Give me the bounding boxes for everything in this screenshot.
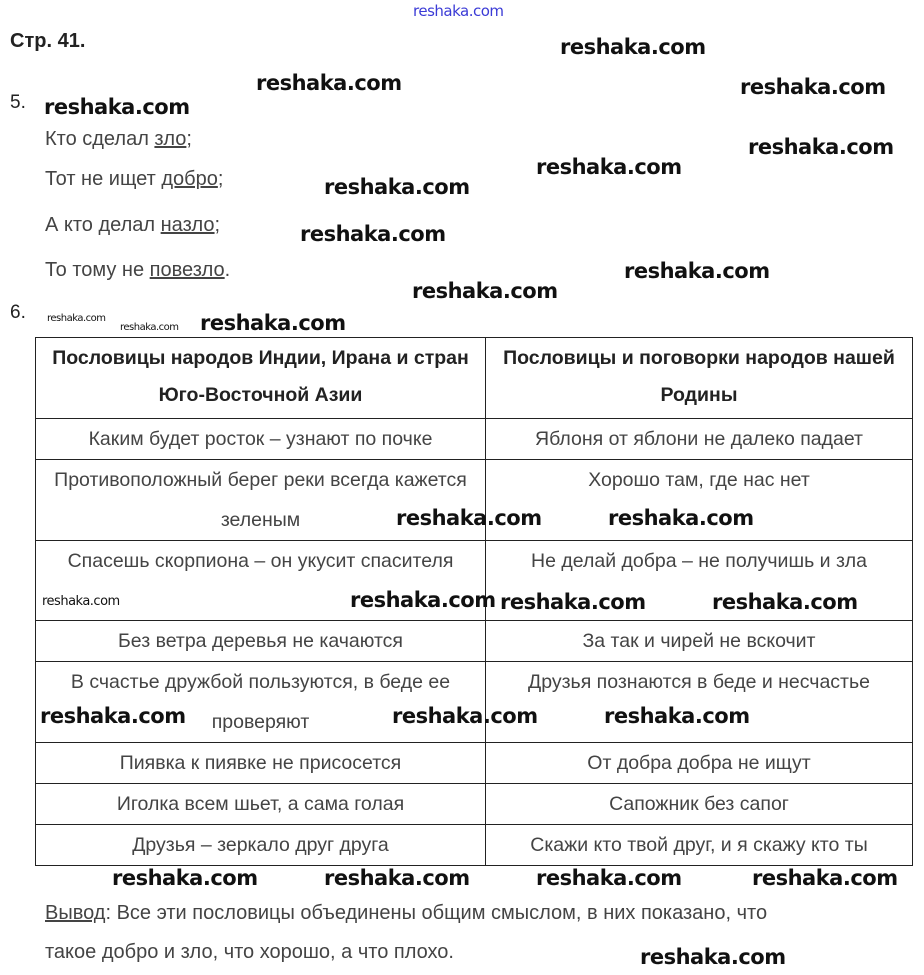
watermark: reshaka.com — [624, 259, 770, 283]
text: ; — [214, 214, 221, 236]
watermark: reshaka.com — [500, 590, 646, 614]
table-cell: Скажи кто твой друг, и я скажу кто ты — [486, 825, 913, 866]
conclusion — [45, 902, 767, 925]
poem-line — [45, 214, 220, 237]
table-header-row — [36, 338, 913, 419]
table-row — [36, 825, 913, 866]
text: А кто делал — [45, 214, 161, 236]
watermark: reshaka.com — [44, 95, 190, 119]
table-cell: Яблоня от яблони не далеко падает — [486, 419, 913, 460]
table-cell: Друзья – зеркало друг друга — [36, 825, 486, 866]
watermark: reshaka.com — [40, 704, 186, 728]
watermark: reshaka.com — [604, 704, 750, 728]
poem-line — [45, 128, 192, 151]
watermark: reshaka.com — [392, 704, 538, 728]
text: ; — [217, 168, 224, 190]
watermark: reshaka.com — [752, 866, 898, 890]
watermark: reshaka.com — [608, 506, 754, 530]
underlined-word: добро — [161, 168, 218, 190]
conclusion-text: : Все эти пословицы объединены общим смыслом, в них показано, что — [105, 902, 768, 924]
table-cell: Иголка всем шьет, а сама голая — [36, 784, 486, 825]
table-cell: Хорошо там, где нас нет — [486, 460, 913, 541]
watermark: reshaka.com — [640, 945, 786, 969]
watermark: reshaka.com — [42, 594, 120, 609]
table-cell: От добра добра не ищут — [486, 743, 913, 784]
watermark: reshaka.com — [536, 866, 682, 890]
poem-line — [45, 168, 223, 191]
watermark: reshaka.com — [412, 279, 558, 303]
text: Тот не ищет — [45, 168, 162, 190]
column-header: Пословицы народов Индии, Ирана и стран Юго-Восточной Азии — [36, 338, 486, 419]
watermark: reshaka.com — [324, 175, 470, 199]
watermark: reshaka.com — [112, 866, 258, 890]
conclusion-text-line-2: такое добро и зло, что хорошо, а что плохо. — [45, 941, 454, 963]
table-cell: Не делай добра – не получишь и зла — [486, 541, 913, 621]
table-row — [36, 419, 913, 460]
text: То тому не — [45, 259, 150, 281]
watermark: reshaka.com — [300, 222, 446, 246]
watermark: reshaka.com — [748, 135, 894, 159]
watermark: reshaka.com — [256, 71, 402, 95]
table-cell: Друзья познаются в беде и несчастье — [486, 662, 913, 743]
table-cell: В счастье дружбой пользуются, в беде ее проверяют — [36, 662, 486, 743]
page-title: Стр. 41. — [10, 30, 86, 52]
watermark: reshaka.com — [413, 2, 504, 20]
table-cell: Противоположный берег реки всегда кажется зеленым — [36, 460, 486, 541]
watermark: reshaka.com — [120, 322, 179, 333]
poem-line — [45, 259, 230, 282]
table-cell: Пиявка к пиявке не присосется — [36, 743, 486, 784]
conclusion-label: Вывод — [45, 902, 106, 924]
underlined-word: повезло — [149, 259, 225, 281]
table-cell: За так и чирей не вскочит — [486, 621, 913, 662]
underlined-word: зло — [154, 128, 187, 150]
text: Кто сделал — [45, 128, 155, 150]
task-6-number: 6. — [10, 302, 26, 323]
table-cell: Без ветра деревья не качаются — [36, 621, 486, 662]
watermark: reshaka.com — [740, 75, 886, 99]
table-cell: Спасешь скорпиона – он укусит спасителя — [36, 541, 486, 621]
table-row — [36, 662, 913, 743]
column-header: Пословицы и поговорки народов нашей Родины — [486, 338, 913, 419]
watermark: reshaka.com — [536, 155, 682, 179]
watermark: reshaka.com — [712, 590, 858, 614]
watermark: reshaka.com — [324, 866, 470, 890]
watermark: reshaka.com — [396, 506, 542, 530]
watermark: reshaka.com — [350, 588, 496, 612]
text: . — [224, 259, 231, 281]
watermark: reshaka.com — [200, 311, 346, 335]
watermark: reshaka.com — [560, 35, 706, 59]
table-cell: Сапожник без сапог — [486, 784, 913, 825]
table-cell: Каким будет росток – узнают по почке — [36, 419, 486, 460]
table-row — [36, 743, 913, 784]
watermark: reshaka.com — [47, 313, 106, 324]
underlined-word: назло — [160, 214, 215, 236]
text: ; — [186, 128, 192, 150]
table-row — [36, 621, 913, 662]
table-row — [36, 784, 913, 825]
task-5-number: 5. — [10, 92, 26, 113]
